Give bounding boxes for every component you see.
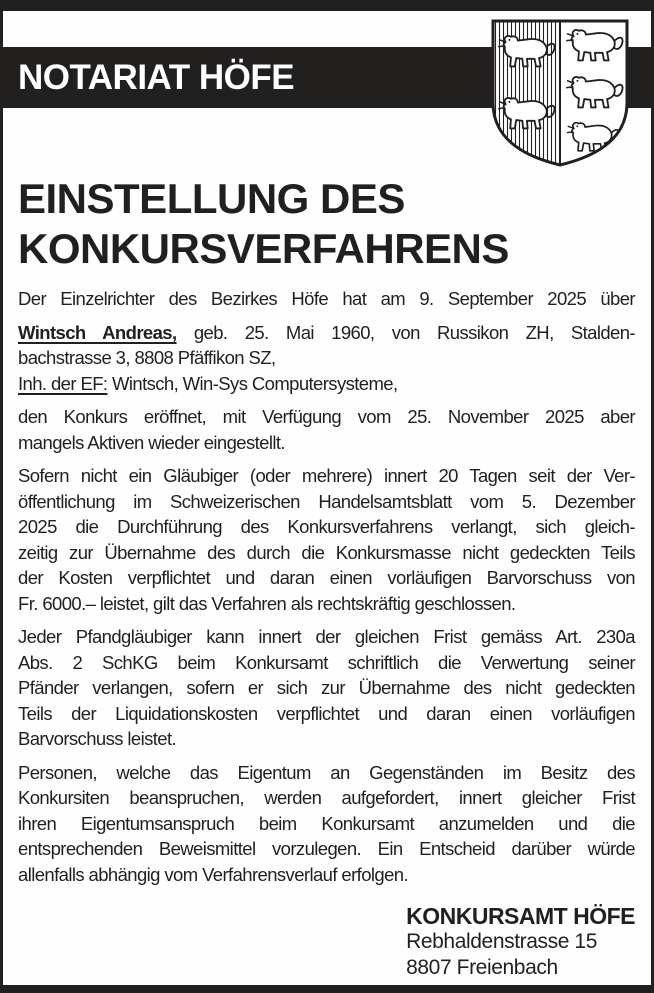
top-black-bar — [3, 0, 651, 11]
notice-body — [18, 286, 635, 887]
paragraph: Sofern nicht ein Gläubiger (oder mehrere) innert 20 Tagen seit der Ver- öffentlichung im Schweizerischen Handelsamtsblatt vom 5. Dezember 2025 die Durchführung des Konkursverfahrens verlangt, sich gleich- zeitig zur Übernahme des durch die Konkursmasse nicht gedeckten Teils der Kosten verpflichtet und daran einen vorläufigen Barvorschuss von Fr. 6000.– leistet, gilt das Verfahren als rechtskräftig geschlossen. — [18, 465, 635, 614]
paragraph: Personen, welche das Eigentum an Gegenständen im Besitz des Konkursiten beanspruchen, werden aufgefordert, innert gleicher Frist ihren Eigentumsanspruch beim Konkursamt anzumelden und die entsprechenden Beweismittel vorzulegen. Ein Entscheid darüber würde allenfalls abhängig vom Verfahrensverlauf erfolgen. — [18, 761, 635, 885]
issuing-office-street: Rebhaldenstrasse 15 — [406, 930, 597, 953]
paragraph: den Konkurs eröffnet, mit Verfügung vom 25. November 2025 aber mangels Aktiven wieder eingestellt. — [18, 406, 635, 453]
issuing-office-block — [406, 903, 635, 981]
paragraph: Jeder Pfandgläubiger kann innert der gleichen Frist gemäss Art. 230a Abs. 2 SchKG beim Konkursamt schriftlich die Verwertung seiner Pfänder verlangen, sofern er sich zur Übernahme des nicht gedeckten Teils der Liquidationskosten verpflichtet und daran einen vorläufigen Barvorschuss leistet. — [18, 626, 635, 749]
bottom-black-bar — [3, 985, 651, 993]
coat-of-arms-icon — [490, 18, 630, 168]
notice-title-line2: KONKURSVERFAHRENS — [18, 225, 509, 272]
paragraph: Wintsch Andreas, geb. 25. Mai 1960, von Russikon ZH, Stalden- bachstrasse 3, 8808 Pfäffikon SZ, Inh. der EF: Wintsch, Win-Sys Computersysteme, — [18, 321, 635, 394]
paragraph: Der Einzelrichter des Bezirkes Höfe hat am 9. September 2025 über — [18, 288, 635, 309]
notice-title — [18, 174, 635, 274]
issuing-office-city: 8807 Freienbach — [406, 956, 558, 979]
agency-name: NOTARIAT HÖFE — [18, 57, 295, 97]
notice-title-line1: EINSTELLUNG DES — [18, 175, 405, 222]
issuing-office-name: KONKURSAMT HÖFE — [406, 903, 635, 929]
